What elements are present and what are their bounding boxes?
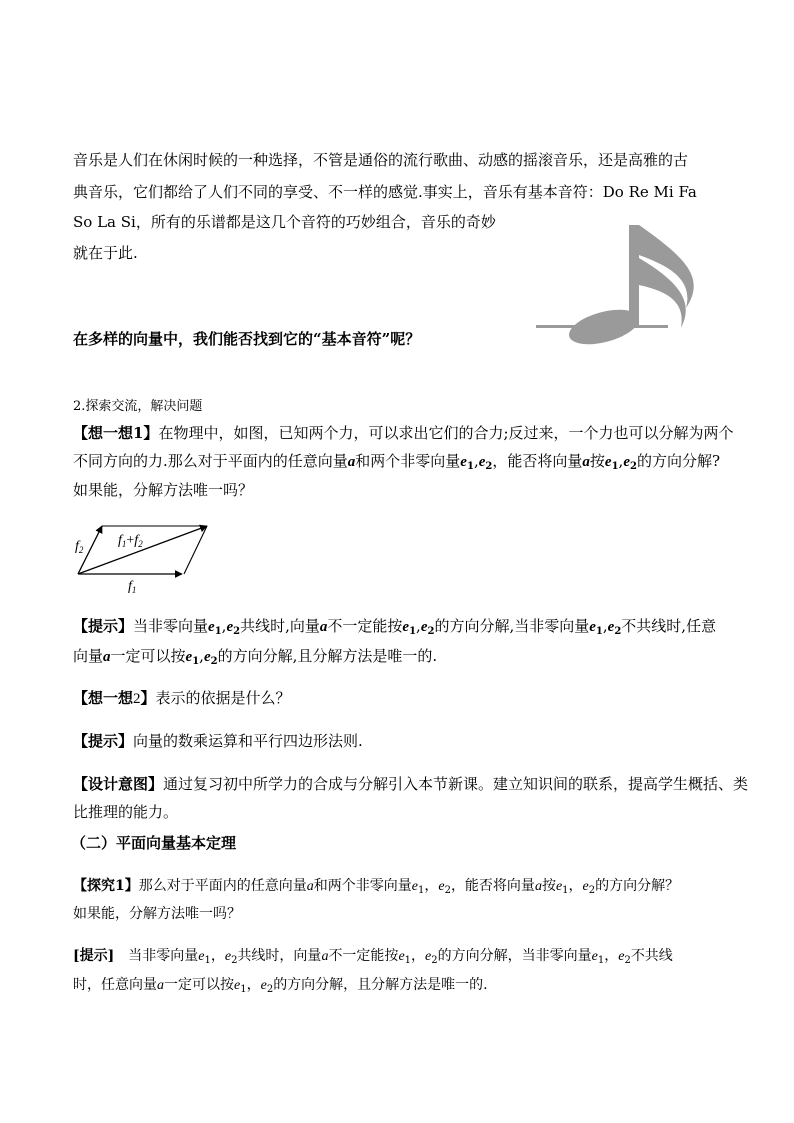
sub-2: 2 xyxy=(485,461,493,472)
sub-1: 1 xyxy=(595,626,603,637)
sub-2: 2 xyxy=(614,626,622,637)
var-a: a xyxy=(157,978,164,993)
explore-1-text: ， xyxy=(568,878,583,894)
section-heading: （二）平面向量基本定理 xyxy=(71,834,237,852)
think-1-line-1 xyxy=(73,423,734,443)
sub-2: 2 xyxy=(231,955,238,966)
var-e: e xyxy=(398,949,405,964)
sub-1: 1 xyxy=(240,984,247,995)
hint-1-tag: 【提示】 xyxy=(73,617,134,635)
think-2-number: 2 xyxy=(133,691,141,707)
var-a: a xyxy=(582,454,590,470)
think-1-text-4: ，能否将向量 xyxy=(492,452,583,470)
sub-1: 1 xyxy=(466,461,474,472)
sub-2: 2 xyxy=(233,626,241,637)
hint-3-tag: [提示] xyxy=(73,948,115,964)
hint-2-text: 向量的数乘运算和平行四边形法则. xyxy=(133,732,363,750)
var-a: a xyxy=(319,619,328,635)
hint-3-text: 的方向分解，当非零向量 xyxy=(437,948,592,964)
var-a: a xyxy=(306,879,314,894)
music-note-shape xyxy=(536,225,694,348)
hint-1-line-1 xyxy=(73,616,716,642)
hint-3-text: ， xyxy=(210,948,225,964)
hint-1-text: 向量 xyxy=(73,647,104,665)
label-f1: $f_1$ xyxy=(128,579,137,595)
sub-1: 1 xyxy=(404,955,412,966)
sub-2: 2 xyxy=(431,955,438,966)
var-e: e xyxy=(402,619,410,635)
design-text-1: 通过复习初中所学力的合成与分解引入本节新课。建立知识间的联系，提高学生概括、类 xyxy=(163,775,749,793)
think-1-text-6: 的方向分解? xyxy=(636,452,720,470)
sub-2: 2 xyxy=(588,885,596,896)
hint-3-text: 的方向分解，且分解方法是唯一的. xyxy=(273,977,488,993)
var-e: e xyxy=(420,619,428,635)
var-e: e xyxy=(438,879,445,894)
sub-2: 2 xyxy=(624,955,631,966)
intro-line-1: 音乐是人们在休闲时候的一种选择，不管是通俗的流行歌曲、动感的摇滚音乐，还是高雅的古 xyxy=(73,151,689,169)
sub-1: 1 xyxy=(597,955,605,966)
think-1-text-5: 按 xyxy=(589,452,605,470)
hint-2-tag: 【提示】 xyxy=(73,732,134,750)
sub-1: 1 xyxy=(192,656,200,667)
hint-3-text: 共线时，向量 xyxy=(237,948,322,964)
sub-2: 2 xyxy=(266,984,274,995)
sub-1: 1 xyxy=(409,626,417,637)
var-a: a xyxy=(103,649,111,665)
var-e: e xyxy=(208,619,215,635)
hint-1-text: 不一定能按 xyxy=(327,617,403,635)
var-e: e xyxy=(555,879,563,894)
explore-1-text: ，能否将向量 xyxy=(450,878,535,894)
think-1-text-1: 在物理中，如图，已知两个力，可以求出它们的合力;反过来，一个力也可以分解为两个 xyxy=(158,424,734,442)
design-tag: 【设计意图】 xyxy=(73,775,164,793)
hint-3-text: 不一定能按 xyxy=(328,948,399,964)
hint-1-text: 的方向分解,当非零向量 xyxy=(434,617,590,635)
comma: , xyxy=(602,617,608,635)
think-2-line xyxy=(73,688,291,709)
var-e: e xyxy=(224,949,232,964)
explore-1-tag: 【探究1】 xyxy=(73,878,139,894)
var-e: e xyxy=(198,949,205,964)
hint-3-line-2 xyxy=(73,975,488,1000)
think-1-tag: 【想一想1】 xyxy=(73,424,159,442)
intro-line-3: So La Si，所有的乐谱都是这几个音符的巧妙组合，音乐的奇妙 xyxy=(73,213,496,231)
hint-1-text: 一定可以按 xyxy=(110,647,186,665)
question-text: 在多样的向量中，我们能否找到它的“基本音符”呢？ xyxy=(73,330,421,348)
var-e: e xyxy=(582,879,589,894)
comma: , xyxy=(618,452,624,470)
hint-1-text: 的方向分解,且分解方法是唯一的. xyxy=(217,647,438,665)
think-1-text-2: 不同方向的力.那么对于平面内的任意向量 xyxy=(73,452,348,470)
var-e: e xyxy=(623,454,630,470)
hint-3-text: ， xyxy=(246,977,261,993)
explore-1-text: 和两个非零向量 xyxy=(313,878,412,894)
var-e: e xyxy=(234,978,241,993)
explore-1-line-2: 如果能，分解方法唯一吗？ xyxy=(73,906,241,922)
hint-3-text: 时，任意向量 xyxy=(73,977,157,993)
var-e: e xyxy=(460,454,467,470)
section-2-title: 2.探索交流，解决问题 xyxy=(73,399,203,414)
hint-2-line xyxy=(73,731,363,751)
intro-line-2: 典音乐，它们都给了人们不同的享受、不一样的感觉.事实上，音乐有基本音符：Do Re Mi Fa xyxy=(73,183,697,201)
design-line-2: 比推理的能力。 xyxy=(73,803,179,821)
hint-1-text: 当非零向量 xyxy=(133,617,209,635)
hint-3-text: 一定可以按 xyxy=(164,977,234,993)
sub-1: 1 xyxy=(204,955,211,966)
think-2-text: 表示的依据是什么？ xyxy=(155,689,291,707)
explore-1-text: 那么对于平面内的任意向量 xyxy=(138,878,307,894)
comma: , xyxy=(221,617,227,635)
sub-1: 1 xyxy=(562,885,569,896)
design-line-1 xyxy=(73,774,748,794)
think-1-text-3: 和两个非零向量 xyxy=(355,452,461,470)
explore-1-text: 按 xyxy=(541,878,556,894)
intro-line-4: 就在于此. xyxy=(73,244,138,262)
var-e: e xyxy=(226,619,234,635)
var-e: e xyxy=(411,879,418,894)
sub-1: 1 xyxy=(214,626,222,637)
music-note-icon xyxy=(536,223,706,348)
var-e: e xyxy=(591,949,598,964)
hint-3-text: 当非零向量 xyxy=(128,948,199,964)
think-1-line-3: 如果能，分解方法唯一吗？ xyxy=(73,481,254,499)
hint-3-text: 不共线 xyxy=(630,948,673,964)
hint-3-line-1 xyxy=(73,946,673,971)
sub-1: 1 xyxy=(417,885,425,896)
sub-2: 2 xyxy=(444,885,451,896)
var-e: e xyxy=(589,619,596,635)
var-e: e xyxy=(604,454,612,470)
explore-1-text: 的方向分解？ xyxy=(595,878,680,894)
explore-1-line-1 xyxy=(73,876,679,901)
think-2-tag: 【想一想 xyxy=(73,689,134,707)
var-e: e xyxy=(203,649,211,665)
think-2-bracket: 】 xyxy=(140,689,156,707)
comma: , xyxy=(199,647,204,665)
explore-1-text: ， xyxy=(424,878,439,894)
sub-2: 2 xyxy=(427,626,435,637)
force-parallelogram-figure xyxy=(70,518,220,596)
think-1-line-2 xyxy=(73,451,720,477)
sub-2: 2 xyxy=(210,656,218,667)
hint-3-text: ， xyxy=(411,948,426,964)
var-a: a xyxy=(534,879,542,894)
hint-1-text: 不共线时,任意 xyxy=(621,617,717,635)
var-a: a xyxy=(347,454,356,470)
sub-2: 2 xyxy=(629,461,637,472)
var-e: e xyxy=(260,978,267,993)
hint-1-text: 共线时,向量 xyxy=(240,617,320,635)
var-e: e xyxy=(185,649,193,665)
sub-1: 1 xyxy=(611,461,619,472)
var-e: e xyxy=(425,949,432,964)
comma: , xyxy=(416,617,421,635)
var-e: e xyxy=(607,619,615,635)
comma: , xyxy=(473,452,479,470)
var-e: e xyxy=(618,949,625,964)
hint-3-text: ， xyxy=(604,948,619,964)
label-f2: $f_2$ xyxy=(75,539,84,555)
var-e: e xyxy=(478,454,486,470)
var-a: a xyxy=(321,949,329,964)
hint-1-line-2 xyxy=(73,646,437,672)
label-f1-plus-f2: $f_1+f_2$ xyxy=(118,533,143,549)
